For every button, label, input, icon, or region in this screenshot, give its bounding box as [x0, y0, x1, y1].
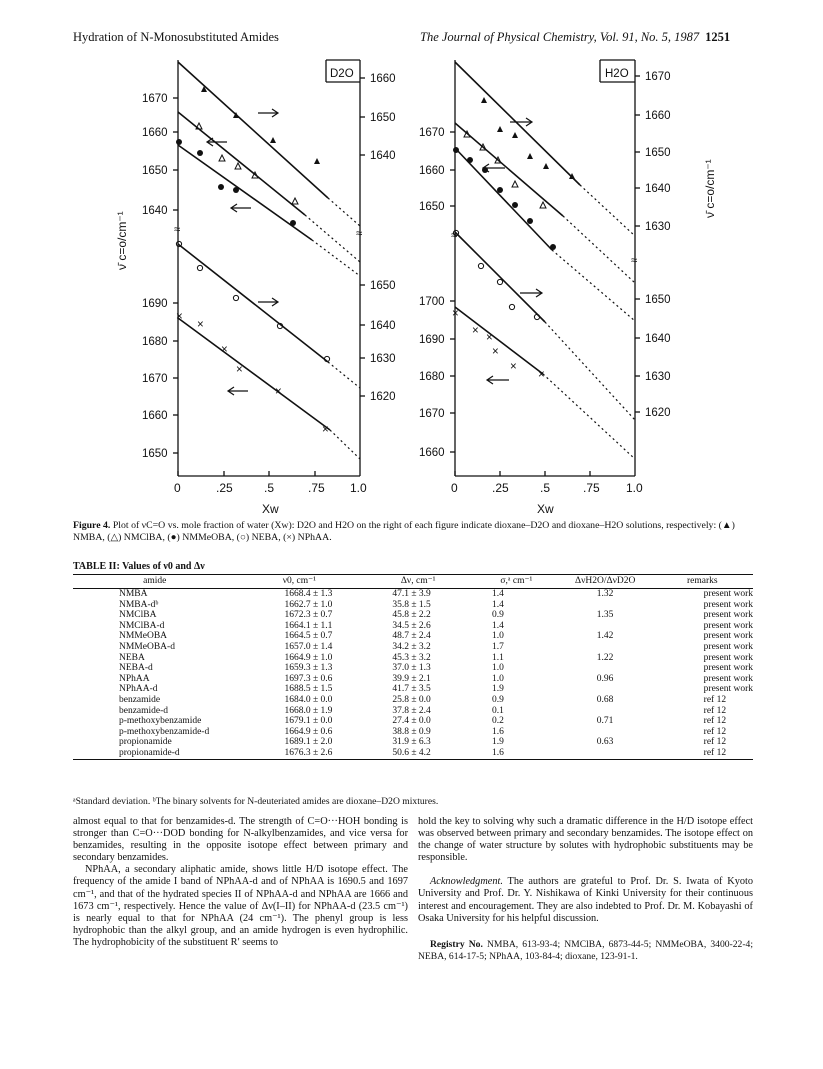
tick-label: 1660 — [419, 447, 445, 459]
table-row — [73, 653, 753, 664]
table-cell: 34.2 ± 3.2 — [392, 641, 431, 652]
tick-label: 1660 — [419, 165, 445, 177]
column-header: ν0, cm⁻¹ — [236, 575, 362, 589]
journal-citation: The Journal of Physical Chemistry, Vol. 91, No. 5, 1987 — [420, 30, 700, 44]
table-cell: ref 12 — [703, 705, 727, 716]
tick-label: 1660 — [142, 410, 168, 422]
running-header-title: Hydration of N-Monosubstituted Amides — [73, 30, 279, 44]
left-panel-fit-lines — [178, 62, 363, 459]
table-cell — [559, 621, 652, 632]
table-cell: 1.42 — [596, 631, 614, 642]
table-cell: 1662.7 ± 1.0 — [284, 599, 333, 610]
column-header: Δν, cm⁻¹ — [362, 575, 474, 589]
table-cell: present work — [703, 599, 753, 610]
table-row — [73, 706, 753, 717]
table-cell: NMBA — [119, 589, 148, 599]
triangle-marker — [314, 158, 320, 164]
cross-marker: × — [221, 344, 228, 356]
cross-marker: × — [322, 424, 329, 436]
table-cell: 27.4 ± 0.0 — [392, 716, 431, 727]
table-cell: 1.4 — [491, 620, 504, 631]
table-cell: 39.9 ± 2.1 — [392, 673, 431, 684]
tick-label: 1680 — [142, 336, 168, 348]
table-cell: 0.9 — [491, 610, 504, 621]
acknowledgment-label: Acknowledgment. — [430, 876, 503, 888]
x-tick-label: .75 — [308, 481, 325, 495]
triangle-marker — [481, 97, 487, 103]
triangle-marker — [270, 137, 276, 143]
table-cell: 1668.0 ± 1.9 — [284, 705, 333, 716]
right-panel-upper-right-ticks — [635, 71, 671, 233]
right-panel-markers — [452, 97, 575, 381]
table-cell: benzamide — [119, 694, 161, 705]
table-cell: 1.0 — [491, 663, 504, 674]
x-tick-label: .5 — [264, 481, 275, 495]
table-cell: 47.1 ± 3.9 — [392, 589, 431, 599]
table-footnote: ᵃStandard deviation. ᵇThe binary solvents for N-deuteriated amides are dioxane–D2O mixtures. — [73, 796, 439, 807]
body-column-right — [418, 816, 753, 963]
tick-label: 1700 — [419, 296, 445, 308]
table-cell: NEBA-d — [119, 663, 153, 674]
table-cell: benzamide-d — [119, 705, 169, 716]
table-cell: present work — [703, 631, 753, 642]
tick-label: 1690 — [419, 334, 445, 346]
body-column-left — [73, 816, 408, 949]
tick-label: 1650 — [370, 280, 396, 292]
triangle-marker — [497, 126, 503, 132]
open-circle-marker — [534, 314, 539, 319]
column-header: σ,ᵃ cm⁻¹ — [474, 575, 559, 589]
table-row — [73, 674, 753, 685]
cross-marker: × — [236, 364, 243, 376]
table-row — [73, 631, 753, 642]
filled-circle-marker — [497, 187, 503, 193]
table-cell: present work — [703, 589, 753, 599]
table-cell: 45.3 ± 3.2 — [392, 652, 431, 663]
open-circle-marker — [509, 304, 514, 309]
table-cell: 1.4 — [491, 589, 504, 599]
x-tick-label: .5 — [540, 481, 551, 495]
x-tick-label: .75 — [583, 481, 600, 495]
left-panel-upper-right-ticks — [360, 73, 396, 162]
table-cell: NPhAA — [119, 673, 150, 684]
right-panel-ylabel: ν̄ c=o/cm⁻¹ — [703, 159, 717, 218]
open-triangle-marker — [512, 181, 518, 187]
cross-marker: × — [452, 308, 459, 320]
tick-label: 1650 — [142, 448, 168, 460]
x-tick-label: 1.0 — [350, 481, 367, 495]
triangle-marker — [543, 163, 549, 169]
filled-circle-marker — [176, 139, 182, 145]
table-cell: 1.7 — [491, 641, 504, 652]
filled-circle-marker — [233, 187, 239, 193]
left-panel-corner-label: D2O — [330, 68, 354, 80]
table-cell: NMClBA-d — [119, 620, 165, 631]
table-cell: present work — [703, 641, 753, 652]
figure-caption-text: Plot of νC=O vs. mole fraction of water (Xw): D2O and H2O on the right of each figure indicate dioxane–D2O and dioxane–H2O solutions, respectively: (▲) NMBA, (△) NMClBA, (●) NMMeOBA, (○) NEBA, (×) NPhAA. — [73, 520, 735, 543]
table-row — [73, 610, 753, 621]
tick-label: 1630 — [645, 371, 671, 383]
cross-marker: × — [538, 369, 545, 381]
filled-circle-marker — [218, 184, 224, 190]
table-row — [73, 642, 753, 653]
tick-label: 1660 — [645, 110, 671, 122]
open-circle-marker — [233, 295, 238, 300]
table-cell: 37.0 ± 1.3 — [392, 663, 431, 674]
tick-label: 1670 — [142, 93, 168, 105]
table-cell: present work — [703, 673, 753, 684]
table-cell: p-methoxybenzamide — [119, 716, 202, 727]
left-panel-lower-left-ticks — [142, 298, 178, 460]
table-cell: 1657.0 ± 1.4 — [284, 641, 333, 652]
open-triangle-marker — [292, 198, 298, 204]
table-cell: 1684.0 ± 0.0 — [284, 694, 333, 705]
right-panel-x-ticks — [451, 471, 643, 495]
table-cell: present work — [703, 663, 753, 674]
tick-label: 1670 — [645, 71, 671, 83]
table-cell: 1.6 — [474, 748, 559, 759]
table-cell: 1664.9 ± 1.0 — [284, 652, 333, 663]
table-cell: ref 12 — [652, 748, 753, 759]
left-panel-upper-left-ticks — [142, 93, 178, 217]
left-panel-xlabel: Xw — [262, 502, 279, 516]
registry-numbers — [418, 939, 753, 963]
tick-label: 1620 — [645, 407, 671, 419]
table-cell: ref 12 — [703, 716, 727, 727]
table-cell: 1688.5 ± 1.5 — [284, 684, 333, 695]
open-triangle-marker — [219, 155, 225, 161]
data-table — [73, 574, 753, 760]
paragraph: hold the key to solving why such a dramatic difference in the H/D isotope effect was observed between primary and secondary benzamides. The isotope effect on the change of water structure by solutes with hydrophobic substituents may be responsible. — [418, 816, 753, 864]
right-panel-corner-label: H2O — [605, 68, 629, 80]
table-cell: 1.9 — [491, 737, 504, 748]
tick-label: 1650 — [645, 294, 671, 306]
tick-label: 1620 — [370, 391, 396, 403]
right-panel-arrows — [483, 118, 542, 384]
filled-circle-marker — [527, 218, 533, 224]
tick-label: 1660 — [370, 73, 396, 85]
table-body — [73, 589, 753, 760]
table-cell: 1.32 — [596, 589, 614, 599]
table-cell: ref 12 — [703, 694, 727, 705]
table-row — [73, 663, 753, 674]
acknowledgment — [418, 876, 753, 924]
cross-marker: × — [197, 319, 204, 331]
tick-label: 1650 — [419, 201, 445, 213]
cross-marker: × — [486, 332, 493, 344]
acknowledgment-text: The authors are grateful to Prof. Dr. S. Iwata of Kyoto University and Prof. Dr. Y. Nishikawa of Kinki University for their continuous interest and encouragement. They are also indebted to Prof. Dr. M. Kobayashi of Osaka University for his helpful discussion. — [418, 876, 753, 924]
table-cell: 35.8 ± 1.5 — [392, 599, 431, 610]
table-cell: 41.7 ± 3.5 — [392, 684, 431, 695]
table-cell: 0.68 — [596, 694, 614, 705]
table-cell: 1672.3 ± 0.7 — [284, 610, 333, 621]
table-cell — [559, 727, 652, 738]
filled-circle-marker — [512, 202, 518, 208]
tick-label: 1670 — [419, 408, 445, 420]
filled-circle-marker — [550, 244, 556, 250]
tick-label: 1640 — [645, 333, 671, 345]
table-row — [73, 716, 753, 727]
table-cell: present work — [703, 652, 753, 663]
right-axis-break-mark: ≈ — [631, 255, 638, 267]
table-row — [73, 684, 753, 695]
figure-caption — [73, 520, 753, 544]
filled-circle-marker — [467, 157, 473, 163]
table-cell: 1676.3 ± 2.6 — [236, 748, 362, 759]
table-cell: 0.9 — [491, 694, 504, 705]
table-cell: present work — [703, 620, 753, 631]
tick-label: 1640 — [370, 150, 396, 162]
table-cell — [559, 663, 652, 674]
table-cell: 1679.1 ± 0.0 — [284, 716, 333, 727]
triangle-marker — [512, 132, 518, 138]
table-title: TABLE II: Values of ν0 and Δν — [73, 561, 205, 572]
filled-circle-marker — [453, 147, 459, 153]
table-header-row — [73, 575, 753, 589]
table-cell: 1668.4 ± 1.3 — [284, 589, 333, 599]
filled-circle-marker — [197, 150, 203, 156]
table-cell: 38.8 ± 0.9 — [392, 726, 431, 737]
figure-4 — [0, 0, 823, 520]
tick-label: 1650 — [645, 147, 671, 159]
table-cell: NPhAA-d — [119, 684, 158, 695]
tick-label: 1640 — [370, 320, 396, 332]
table-cell: propionamide-d — [73, 748, 236, 759]
right-panel-upper-left-ticks — [419, 127, 455, 213]
table-cell: 25.8 ± 0.0 — [392, 694, 431, 705]
left-panel-lower-right-ticks — [360, 280, 396, 403]
page-number: 1251 — [705, 30, 731, 44]
cross-marker: × — [510, 361, 517, 373]
right-panel-xlabel: Xw — [537, 502, 554, 516]
table-cell: propionamide — [119, 737, 172, 748]
x-tick-label: .25 — [216, 481, 233, 495]
triangle-marker — [527, 153, 533, 159]
registry-text: NMBA, 613-93-4; NMClBA, 6873-44-5; NMMeOBA, 3400-22-4; NEBA, 614-17-5; NPhAA, 103-84-4; dioxane, 123-91-1. — [418, 938, 754, 962]
table-cell: 1.35 — [596, 610, 614, 621]
table-cell: 1.9 — [491, 684, 504, 695]
open-triangle-marker — [235, 163, 241, 169]
left-axis-break-mark: ≈ — [174, 224, 181, 236]
paragraph: almost equal to that for benzamides-d. The strength of C=O···HOH bonding is stronger than C=O···DOD bonding for N-alkylbenzamides, and vice versa for benzamides, resulting in the opposite isotope effect between primary and secondary benzamides. — [73, 816, 408, 864]
table-cell: NMBA-dᵇ — [119, 599, 159, 610]
open-circle-marker — [478, 263, 483, 268]
table-cell: 1.0 — [491, 673, 504, 684]
open-circle-marker — [197, 265, 202, 270]
right-panel-lower-right-ticks — [635, 294, 671, 419]
table-cell — [559, 684, 652, 695]
tick-label: 1630 — [645, 221, 671, 233]
cross-marker: × — [176, 311, 183, 323]
x-tick-label: 1.0 — [626, 481, 643, 495]
right-panel-lower-left-ticks — [419, 296, 455, 459]
column-header: ΔνH2O/ΔνD2O — [559, 575, 652, 589]
table-cell: 1664.9 ± 0.6 — [284, 726, 333, 737]
table-cell: 1.22 — [596, 652, 614, 663]
x-tick-label: 0 — [174, 481, 181, 495]
table-cell: 1697.3 ± 0.6 — [284, 673, 333, 684]
x-tick-label: 0 — [451, 481, 458, 495]
tick-label: 1650 — [142, 165, 168, 177]
x-tick-label: .25 — [492, 481, 509, 495]
filled-circle-marker — [290, 220, 296, 226]
table-cell: 45.8 ± 2.2 — [392, 610, 431, 621]
table-cell: 1664.1 ± 1.1 — [284, 620, 333, 631]
table-cell: present work — [703, 684, 753, 695]
table-cell: NEBA — [119, 652, 145, 663]
tick-label: 1690 — [142, 298, 168, 310]
table-cell: ref 12 — [703, 726, 727, 737]
table-row — [73, 748, 753, 759]
table-cell: 0.2 — [491, 716, 504, 727]
table-row — [73, 727, 753, 738]
table-cell: 0.1 — [491, 705, 504, 716]
left-panel-arrows — [207, 109, 278, 395]
table-cell: NMMeOBA — [119, 631, 168, 642]
table-cell: 1689.1 ± 2.0 — [284, 737, 333, 748]
tick-label: 1670 — [419, 127, 445, 139]
table-cell: 0.71 — [596, 716, 614, 727]
table-cell — [559, 600, 652, 611]
table-cell — [559, 642, 652, 653]
table-row — [73, 737, 753, 748]
left-axis-break-mark: ≈ — [451, 230, 458, 242]
right-panel-fit-lines — [455, 62, 638, 459]
table-cell — [559, 748, 652, 759]
column-header: amide — [73, 575, 236, 589]
right-panel — [419, 60, 717, 516]
table-cell: p-methoxybenzamide-d — [119, 726, 210, 737]
figure-caption-label: Figure 4. — [73, 520, 111, 531]
table-cell: NMMeOBA-d — [119, 641, 175, 652]
paragraph: NPhAA, a secondary aliphatic amide, shows little H/D isotope effect. The frequency of the amide I band of NPhAA-d and of NPhAA is 1690.5 and 1697 cm⁻¹, and that of the hydrated species II of NPhAA-d and NPhAA are 1666 and 1673 cm⁻¹, respectively. Hence the value of Δν(I–II) for NPhAA-d (23.5 cm⁻¹) is nearly equal to that for NPhAA (24 cm⁻¹). The phenyl group is less hydrophobic than the alkyl group, and an amide hydrogen is even hydrophilic. The hydrophobicity of the substituent R′ seems to — [73, 864, 408, 948]
tick-label: 1660 — [142, 127, 168, 139]
table-cell: 1659.3 ± 1.3 — [284, 663, 333, 674]
cross-marker: × — [492, 346, 499, 358]
tick-label: 1640 — [142, 205, 168, 217]
table-row — [73, 695, 753, 706]
right-axis-break-mark: ≈ — [356, 228, 363, 240]
column-header: remarks — [652, 575, 753, 589]
table-cell: 0.96 — [596, 673, 614, 684]
table-row — [73, 621, 753, 632]
cross-marker: × — [275, 386, 282, 398]
table-cell: present work — [703, 610, 753, 621]
table-cell: 1.6 — [491, 726, 504, 737]
table-cell: 48.7 ± 2.4 — [392, 631, 431, 642]
table-row — [73, 600, 753, 611]
left-panel-x-ticks — [174, 471, 367, 495]
table-cell: NMClBA — [119, 610, 157, 621]
table-cell: 1.1 — [491, 652, 504, 663]
tick-label: 1630 — [370, 353, 396, 365]
table-cell — [559, 706, 652, 717]
table-cell: 1.4 — [491, 599, 504, 610]
cross-marker: × — [472, 325, 479, 337]
registry-label: Registry No. — [430, 938, 483, 950]
table-cell: 37.8 ± 2.4 — [392, 705, 431, 716]
left-panel — [115, 60, 396, 516]
left-panel-ylabel: ν̄ c=o/cm⁻¹ — [115, 211, 129, 270]
open-triangle-marker — [540, 202, 546, 208]
tick-label: 1670 — [142, 373, 168, 385]
tick-label: 1640 — [645, 183, 671, 195]
table-cell: 50.6 ± 4.2 — [362, 748, 474, 759]
table-cell: 1664.5 ± 0.7 — [284, 631, 333, 642]
table-cell: 31.9 ± 6.3 — [392, 737, 431, 748]
tick-label: 1650 — [370, 112, 396, 124]
table-row — [73, 589, 753, 600]
table-cell: 0.63 — [596, 737, 614, 748]
tick-label: 1680 — [419, 371, 445, 383]
table-cell: 1.0 — [491, 631, 504, 642]
table-cell: 34.5 ± 2.6 — [392, 620, 431, 631]
table-cell: ref 12 — [703, 737, 727, 748]
open-circle-marker — [497, 279, 502, 284]
